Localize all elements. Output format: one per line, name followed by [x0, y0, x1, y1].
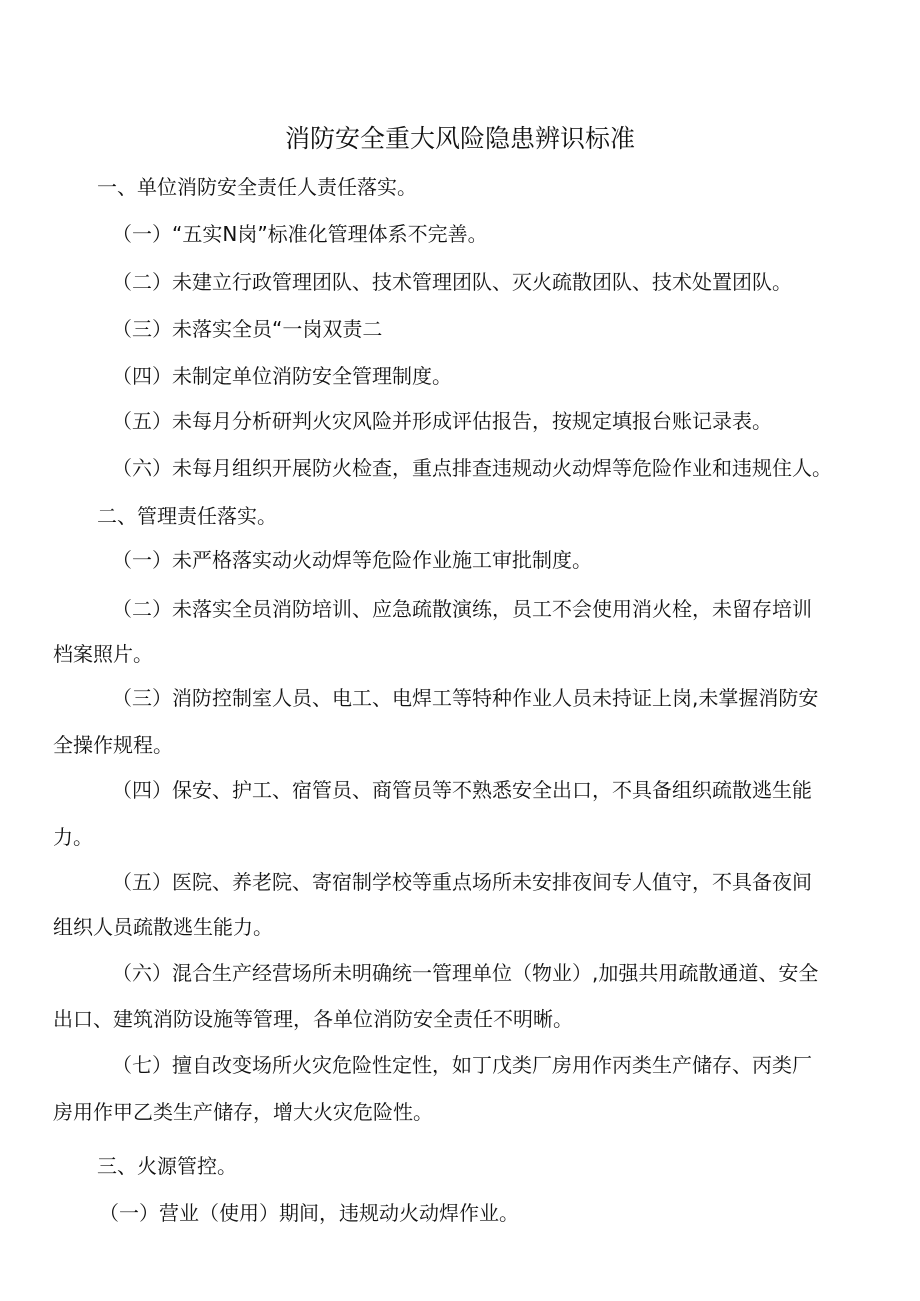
list-item: （一）“五实N岗”标准化管理体系不完善。	[112, 222, 488, 246]
document-title: 消防安全重大风险隐患辨识标准	[284, 124, 635, 153]
list-item: （二）未建立行政管理团队、技术管理团队、灭火疏散团队、技术处置团队。	[112, 270, 792, 294]
list-item-continuation: 组织人员疏散逃生能力。	[53, 915, 273, 939]
list-item: （六）混合生产经营场所未明确统一管理单位（物业）,加强共用疏散通道、安全	[112, 961, 819, 985]
section-heading: 一、单位消防安全责任人责任落实。	[97, 175, 417, 199]
list-item: （七）擅自改变场所火灾危险性定性，如丁戊类厂房用作丙类生产储存、丙类厂	[112, 1053, 812, 1077]
list-item-continuation: 出口、建筑消防设施等管理，各单位消防安全责任不明晰。	[53, 1007, 573, 1031]
list-item-continuation: 力。	[53, 825, 93, 849]
list-item: （三）未落实全员“一岗双责二	[112, 317, 383, 341]
list-item-continuation: 全操作规程。	[53, 733, 173, 757]
list-item-continuation: 房用作甲乙类生产储存，增大火灾危险性。	[53, 1100, 433, 1124]
section-heading: 二、管理责任落实。	[97, 504, 277, 528]
list-item: （三）消防控制室人员、电工、电焊工等特种作业人员未持证上岗,未掌握消防安	[112, 686, 819, 710]
list-item: （二）未落实全员消防培训、应急疏散演练，员工不会使用消火栓，未留存培训	[112, 597, 812, 621]
list-item: （四）未制定单位消防安全管理制度。	[112, 364, 452, 388]
list-item: （一）营业（使用）期间，违规动火动焊作业。	[99, 1201, 519, 1225]
list-item-continuation: 档案照片。	[53, 642, 153, 666]
list-item: （一）未严格落实动火动焊等危险作业施工审批制度。	[112, 548, 592, 572]
list-item: （六）未每月组织开展防火检查，重点排查违规动火动焊等危险作业和违规住人。	[112, 456, 832, 480]
list-item: （五）医院、养老院、寄宿制学校等重点场所未安排夜间专人值守，不具备夜间	[112, 870, 812, 894]
list-item: （五）未每月分析研判火灾风险并形成评估报告，按规定填报台账记录表。	[112, 409, 772, 433]
section-heading: 三、火源管控。	[97, 1154, 237, 1178]
list-item: （四）保安、护工、宿管员、商管员等不熟悉安全出口，不具备组织疏散逃生能	[112, 778, 812, 802]
